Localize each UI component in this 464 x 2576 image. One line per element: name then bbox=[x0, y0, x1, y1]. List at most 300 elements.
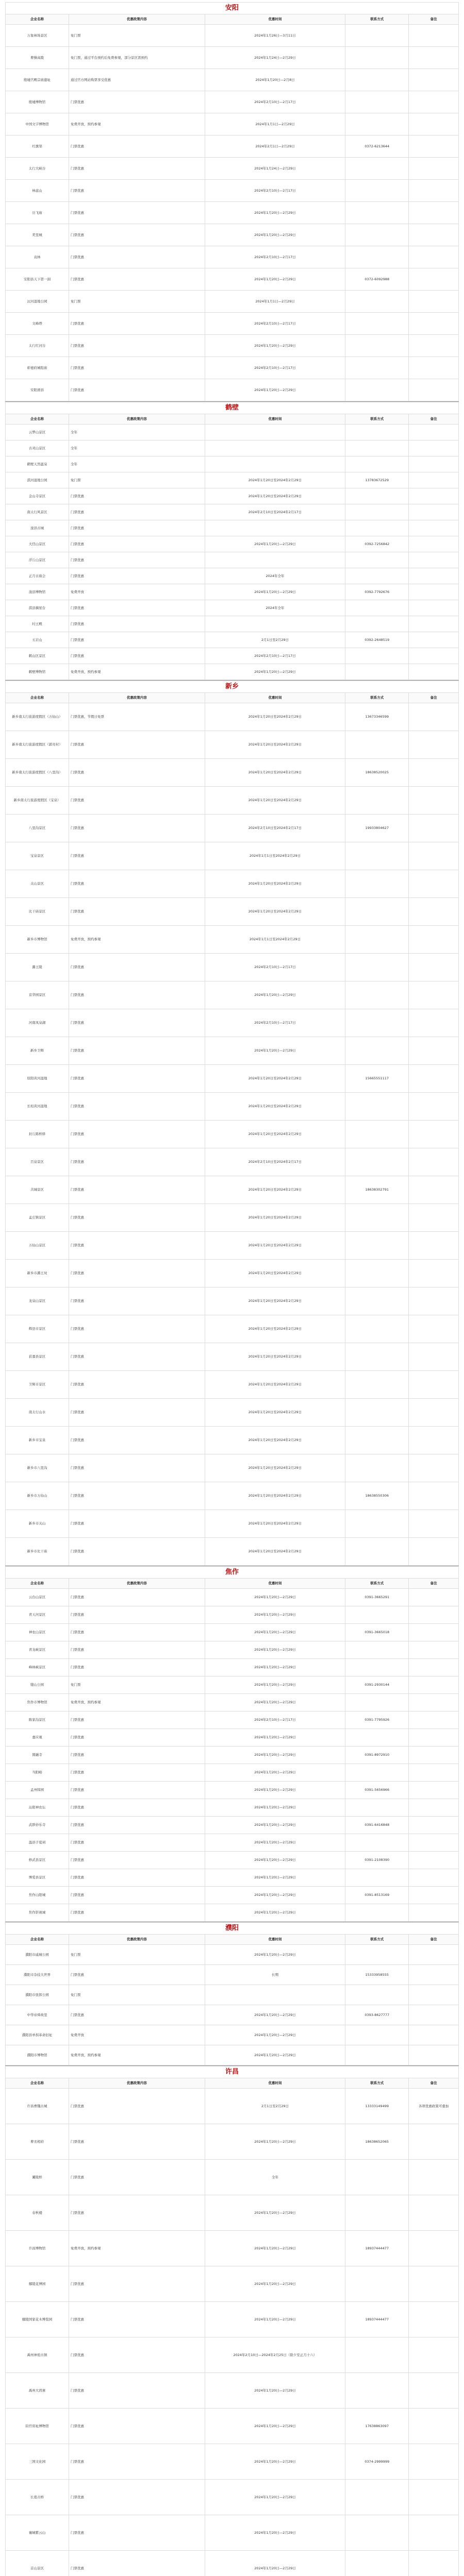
table-cell bbox=[409, 25, 459, 47]
table-cell: 门票优惠 bbox=[69, 335, 205, 357]
table-cell: 门票优惠 bbox=[69, 488, 205, 504]
table-cell bbox=[409, 2231, 459, 2266]
table-cell: 2024年1月20日—2月29日 bbox=[205, 2266, 345, 2302]
table-cell bbox=[345, 1694, 409, 1711]
table-cell: 2024年1月24日—2月29日 bbox=[205, 47, 345, 69]
table-cell: 新乡市关山 bbox=[6, 1510, 69, 1538]
table-cell bbox=[345, 1904, 409, 1922]
table-cell bbox=[409, 1121, 459, 1148]
table-cell: 免门票 bbox=[69, 1985, 205, 2005]
table-row bbox=[6, 1764, 459, 1782]
table-row bbox=[6, 1676, 459, 1694]
table-cell: 濮阳市张挥公园 bbox=[6, 1985, 69, 2005]
table-cell: 0391-6416848 bbox=[345, 1817, 409, 1834]
column-header: 企业名称 bbox=[6, 2078, 69, 2089]
column-header: 企业名称 bbox=[6, 14, 69, 25]
table-cell bbox=[345, 1260, 409, 1287]
table-cell bbox=[409, 2515, 459, 2551]
table-cell: 门票优惠，节假日免票 bbox=[69, 703, 205, 731]
table-cell bbox=[345, 1371, 409, 1399]
table-cell: 门票优惠 bbox=[69, 1343, 205, 1371]
table-cell bbox=[409, 379, 459, 401]
table-row bbox=[6, 1176, 459, 1204]
table-cell: 红旗渠 bbox=[6, 135, 69, 158]
table-cell bbox=[409, 47, 459, 69]
table-cell: 2024年1月20日—2月29日 bbox=[205, 1676, 345, 1694]
table-cell: 免费开放 bbox=[69, 584, 205, 600]
table-cell: 门票优惠 bbox=[69, 954, 205, 981]
column-header: 优惠政策内容 bbox=[69, 693, 205, 703]
table-cell: 新乡卫辉 bbox=[6, 1037, 69, 1065]
table-row bbox=[6, 246, 459, 268]
table-cell bbox=[409, 842, 459, 870]
table-cell: 缝山公园 bbox=[6, 1676, 69, 1694]
table-cell: 门票优惠 bbox=[69, 1315, 205, 1343]
table-row bbox=[6, 2551, 459, 2576]
table-cell: 正月古庙会 bbox=[6, 568, 69, 584]
table-cell: 濮阳市杂技大世界 bbox=[6, 1965, 69, 1985]
table-row bbox=[6, 1371, 459, 1399]
table-row bbox=[6, 632, 459, 648]
table-row bbox=[6, 1945, 459, 1965]
table-cell: 2024年1月20日—2月29日 bbox=[205, 379, 345, 401]
table-cell bbox=[409, 1904, 459, 1922]
table-cell: 门票优惠 bbox=[69, 2444, 205, 2480]
table-cell: 百泉景区 bbox=[6, 1148, 69, 1176]
table-cell bbox=[345, 1009, 409, 1037]
table-cell: 门票优惠 bbox=[69, 1093, 205, 1121]
table-cell: 万仙山景区 bbox=[6, 1232, 69, 1260]
table-cell bbox=[205, 552, 345, 568]
table-cell bbox=[345, 1232, 409, 1260]
table-row bbox=[6, 2480, 459, 2515]
table-cell bbox=[345, 842, 409, 870]
table-cell: 0392-7256842 bbox=[345, 536, 409, 552]
table-cell bbox=[409, 246, 459, 268]
table-cell bbox=[409, 648, 459, 664]
table-cell: 门票优惠 bbox=[69, 1799, 205, 1817]
table-cell: 门票优惠 bbox=[69, 2480, 205, 2515]
table-cell bbox=[409, 1887, 459, 1904]
table-cell: 彰德府城隍庙 bbox=[6, 357, 69, 379]
table-cell: 18638520025 bbox=[345, 759, 409, 787]
table-cell: 门票优惠 bbox=[69, 1065, 205, 1093]
table-row bbox=[6, 47, 459, 69]
table-cell bbox=[409, 1343, 459, 1371]
table-cell: 新乡市博物馆 bbox=[6, 926, 69, 954]
table-cell: 门票优惠 bbox=[69, 504, 205, 520]
table-cell: 门票优惠 bbox=[69, 158, 205, 180]
column-header: 联系方式 bbox=[345, 1579, 409, 1589]
table-cell bbox=[345, 456, 409, 472]
table-cell bbox=[409, 291, 459, 313]
table-cell: 曹丞相府 bbox=[6, 2124, 69, 2160]
table-cell: 2024年1月20日—2月29日 bbox=[205, 2480, 345, 2515]
table-cell: 免费开放 bbox=[69, 2025, 205, 2045]
table-cell bbox=[409, 1287, 459, 1315]
table-cell: 2024年1月20日—2月29日 bbox=[205, 1694, 345, 1711]
table-cell: 0391-8513169 bbox=[345, 1887, 409, 1904]
table-cell: 古灵山景区 bbox=[6, 440, 69, 456]
table-cell: 18638652065 bbox=[345, 2124, 409, 2160]
table-cell: 门票优惠 bbox=[69, 520, 205, 536]
table-cell: 门票优惠 bbox=[69, 1260, 205, 1287]
table-cell: 2024年1月20日—2月29日 bbox=[205, 536, 345, 552]
table-cell: 2024年1月20日—2月29日 bbox=[205, 2025, 345, 2045]
table-row bbox=[6, 1204, 459, 1232]
table-cell bbox=[409, 2444, 459, 2480]
table-cell: 0391-5656966 bbox=[345, 1782, 409, 1799]
table-cell bbox=[409, 313, 459, 335]
table-cell bbox=[345, 926, 409, 954]
table-cell bbox=[345, 2337, 409, 2373]
table-cell bbox=[345, 1945, 409, 1965]
table-cell: 云梦山景区 bbox=[6, 425, 69, 440]
table-cell: 0391-2930144 bbox=[345, 1676, 409, 1694]
table-cell: 0372-6092988 bbox=[345, 268, 409, 291]
table-cell bbox=[345, 91, 409, 113]
table-cell: 2024年1月20日—2月29日 bbox=[205, 2005, 345, 2025]
table-cell bbox=[409, 898, 459, 926]
table-row bbox=[6, 1624, 459, 1641]
table-cell: 2024年1月20日—2月29日 bbox=[205, 335, 345, 357]
table-row bbox=[6, 1482, 459, 1510]
table-cell bbox=[345, 1093, 409, 1121]
table-row bbox=[6, 313, 459, 335]
table-cell: 卫辉市景区 bbox=[6, 1371, 69, 1399]
table-cell bbox=[409, 1148, 459, 1176]
table-cell: 门票优惠 bbox=[69, 1782, 205, 1799]
table-cell: 南太行风景区 bbox=[6, 504, 69, 520]
table-cell: 2024年2月10日—2月17日 bbox=[205, 180, 345, 202]
table-cell: 2024年1月20日—2月29日 bbox=[205, 1782, 345, 1799]
table-cell bbox=[409, 1538, 459, 1566]
table-cell bbox=[409, 1176, 459, 1204]
table-cell: 门票优惠 bbox=[69, 1232, 205, 1260]
table-cell: 钧官窑址博物馆 bbox=[6, 2409, 69, 2444]
table-cell bbox=[409, 632, 459, 648]
table-cell: 2024年1月20日至2024年2月29日 bbox=[205, 759, 345, 787]
table-cell bbox=[409, 2124, 459, 2160]
table-cell: 17638863097 bbox=[345, 2409, 409, 2444]
table-cell: 焦作影视城 bbox=[6, 1904, 69, 1922]
table-cell bbox=[409, 2373, 459, 2409]
column-header: 联系方式 bbox=[345, 414, 409, 425]
table-cell: 陈家沟景区 bbox=[6, 1711, 69, 1729]
table-row bbox=[6, 664, 459, 680]
table-cell bbox=[409, 2302, 459, 2337]
table-cell: 门票优惠 bbox=[69, 1904, 205, 1922]
table-cell: 13333149499 bbox=[345, 2089, 409, 2124]
table-cell: 中华帝舜故里 bbox=[6, 2005, 69, 2025]
table-cell bbox=[409, 456, 459, 472]
table-cell: 门票优惠 bbox=[69, 202, 205, 224]
table-cell: 门票优惠 bbox=[69, 2337, 205, 2373]
table-row bbox=[6, 357, 459, 379]
table-cell: 2024年1月20日至2024年2月29日 bbox=[205, 1260, 345, 1287]
table-cell bbox=[345, 2045, 409, 2065]
table-cell bbox=[409, 180, 459, 202]
table-cell: 免门票 bbox=[69, 1945, 205, 1965]
table-cell: 南太行山水 bbox=[6, 1399, 69, 1427]
table-row bbox=[6, 2124, 459, 2160]
table-row bbox=[6, 870, 459, 898]
table-cell: 全年 bbox=[69, 440, 205, 456]
table-cell bbox=[345, 25, 409, 47]
table-cell: 首山景区 bbox=[6, 2551, 69, 2576]
table-cell: 门票优惠 bbox=[69, 1729, 205, 1747]
table-cell: 门票优惠 bbox=[69, 1176, 205, 1204]
table-cell bbox=[409, 1371, 459, 1399]
table-cell: 2024年1月20日至2024年2月29日 bbox=[205, 1121, 345, 1148]
table-cell: 门票优惠 bbox=[69, 2302, 205, 2337]
table-cell: 潞王陵 bbox=[6, 954, 69, 981]
table-cell bbox=[409, 1676, 459, 1694]
table-cell: 沁阳神农坛 bbox=[6, 1799, 69, 1817]
policy-table bbox=[5, 2078, 459, 2576]
table-cell: 2024年1月20日—2月29日 bbox=[205, 2551, 345, 2576]
table-cell: 比干庙景区 bbox=[6, 898, 69, 926]
table-cell: 共城景区 bbox=[6, 1176, 69, 1204]
table-cell: 宝泉景区 bbox=[6, 842, 69, 870]
table-cell: 安阳滑县 bbox=[6, 379, 69, 401]
table-row bbox=[6, 456, 459, 472]
table-cell: 云台山景区 bbox=[6, 1589, 69, 1606]
table-cell: 2024年1月20日至2024年2月29日 bbox=[205, 1315, 345, 1343]
table-cell: 全年 bbox=[69, 456, 205, 472]
table-cell: 2024年1月1日—2月29日 bbox=[205, 291, 345, 313]
table-cell bbox=[409, 113, 459, 135]
table-cell: 濮阳市博物馆 bbox=[6, 2045, 69, 2065]
table-cell: 新乡南太行旅游度假区（宝泉） bbox=[6, 787, 69, 815]
table-cell: 2024年1月20日—2月29日 bbox=[205, 1817, 345, 1834]
table-row bbox=[6, 158, 459, 180]
table-cell: 2024年2月10日至2024年2月17日 bbox=[205, 504, 345, 520]
table-cell: 2024年1月20日至2024年2月29日 bbox=[205, 731, 345, 759]
table-cell: 青天河景区 bbox=[6, 1606, 69, 1624]
table-cell bbox=[409, 135, 459, 158]
table-cell bbox=[345, 648, 409, 664]
table-row bbox=[6, 926, 459, 954]
table-cell: 博爱县景区 bbox=[6, 1869, 69, 1887]
table-row bbox=[6, 1287, 459, 1315]
table-cell: 2024年2月10日—2月17日 bbox=[205, 1009, 345, 1037]
table-cell bbox=[345, 504, 409, 520]
city-title: 濮阳 bbox=[5, 1922, 459, 1934]
table-cell bbox=[345, 202, 409, 224]
table-row bbox=[6, 113, 459, 135]
table-row bbox=[6, 648, 459, 664]
table-cell: 全年 bbox=[69, 425, 205, 440]
table-row bbox=[6, 1037, 459, 1065]
table-row bbox=[6, 25, 459, 47]
table-cell: 19933804627 bbox=[345, 815, 409, 842]
table-cell bbox=[409, 1985, 459, 2005]
table-row bbox=[6, 1315, 459, 1343]
table-cell: 新乡南太行旅游度假区（郭亮村） bbox=[6, 731, 69, 759]
table-cell: 2024年1月20日—2月29日 bbox=[205, 1589, 345, 1606]
table-cell: 焦作市博物馆 bbox=[6, 1694, 69, 1711]
table-cell bbox=[205, 456, 345, 472]
table-cell: 13783672529 bbox=[345, 472, 409, 488]
table-row bbox=[6, 2337, 459, 2373]
table-cell bbox=[409, 472, 459, 488]
column-header: 优惠政策内容 bbox=[69, 2078, 205, 2089]
table-row bbox=[6, 488, 459, 504]
table-row bbox=[6, 379, 459, 401]
table-cell: 2024年1月20日—2月29日 bbox=[205, 664, 345, 680]
table-cell: 门票优惠 bbox=[69, 2409, 205, 2444]
table-cell: 2024年1月20日—2月29日 bbox=[205, 2124, 345, 2160]
table-cell: 洹河湿地公园 bbox=[6, 291, 69, 313]
table-cell bbox=[345, 1834, 409, 1852]
table-cell bbox=[345, 1148, 409, 1176]
table-cell bbox=[345, 180, 409, 202]
table-cell bbox=[409, 2160, 459, 2195]
table-cell: 门票优惠 bbox=[69, 731, 205, 759]
table-cell bbox=[409, 2025, 459, 2045]
table-row bbox=[6, 1729, 459, 1747]
table-row bbox=[6, 759, 459, 787]
table-cell bbox=[345, 1343, 409, 1371]
table-cell: 免门票 bbox=[69, 472, 205, 488]
table-cell: 浚县博物馆 bbox=[6, 584, 69, 600]
table-cell: 2024年1月20日—2月29日 bbox=[205, 1606, 345, 1624]
column-header: 企业名称 bbox=[6, 1579, 69, 1589]
table-cell: 0391-8972910 bbox=[345, 1747, 409, 1764]
policy-table bbox=[5, 692, 459, 1566]
table-cell: 15333958555 bbox=[345, 1965, 409, 1985]
table-row bbox=[6, 552, 459, 568]
table-cell: 门票优惠 bbox=[69, 2160, 205, 2195]
table-cell: 门票优惠 bbox=[69, 1510, 205, 1538]
table-row bbox=[6, 1454, 459, 1482]
table-cell: 八里沟景区 bbox=[6, 815, 69, 842]
table-cell: 林虑山 bbox=[6, 180, 69, 202]
table-row bbox=[6, 1538, 459, 1566]
table-cell bbox=[409, 2409, 459, 2444]
table-row bbox=[6, 2515, 459, 2551]
table-cell: 通过官方网站购票享受优惠 bbox=[69, 69, 205, 91]
table-cell bbox=[409, 504, 459, 520]
table-cell: 免费开放，预约参观 bbox=[69, 2045, 205, 2065]
table-cell: 门票优惠 bbox=[69, 2124, 205, 2160]
table-row bbox=[6, 224, 459, 246]
table-row bbox=[6, 568, 459, 584]
table-cell: 鹤山区景区 bbox=[6, 648, 69, 664]
table-row bbox=[6, 1985, 459, 2005]
table-cell bbox=[409, 1482, 459, 1510]
table-cell bbox=[409, 731, 459, 759]
table-cell bbox=[409, 2195, 459, 2231]
table-row bbox=[6, 1641, 459, 1659]
table-row bbox=[6, 1606, 459, 1624]
table-cell: 门票优惠 bbox=[69, 379, 205, 401]
table-cell bbox=[345, 664, 409, 680]
table-cell: 2024年1月20日—2月29日 bbox=[205, 1764, 345, 1782]
table-cell: 15665551117 bbox=[345, 1065, 409, 1093]
table-cell bbox=[409, 1729, 459, 1747]
column-header: 企业名称 bbox=[6, 414, 69, 425]
table-cell bbox=[345, 870, 409, 898]
table-cell bbox=[409, 1204, 459, 1232]
table-cell: 孟庄镇景区 bbox=[6, 1204, 69, 1232]
table-cell: 鄢陵国家花木博览园 bbox=[6, 2302, 69, 2337]
table-row bbox=[6, 1887, 459, 1904]
table-cell bbox=[345, 1427, 409, 1454]
table-cell: 2024年1月20日—2月29日 bbox=[205, 2231, 345, 2266]
table-cell: 鄢陵花博园 bbox=[6, 2266, 69, 2302]
table-cell bbox=[409, 552, 459, 568]
table-cell: 门票优惠 bbox=[69, 870, 205, 898]
document bbox=[5, 0, 459, 2576]
table-cell bbox=[409, 1093, 459, 1121]
table-row bbox=[6, 291, 459, 313]
table-row bbox=[6, 1260, 459, 1287]
table-cell: 许昌曹魏古城 bbox=[6, 2089, 69, 2124]
table-cell: 门票优惠 bbox=[69, 1204, 205, 1232]
table-cell: 濮阳县单拐革命旧址 bbox=[6, 2025, 69, 2045]
table-cell: 18638550306 bbox=[345, 1482, 409, 1510]
table-cell bbox=[409, 600, 459, 616]
table-row bbox=[6, 2160, 459, 2195]
table-cell bbox=[409, 1965, 459, 1985]
table-cell bbox=[409, 568, 459, 584]
table-cell: 2024年1月20日—2月29日 bbox=[205, 2045, 345, 2065]
table-cell: 焦作山阳城 bbox=[6, 1887, 69, 1904]
table-cell bbox=[345, 2266, 409, 2302]
table-cell bbox=[345, 113, 409, 135]
table-cell: 2024年2月10日—2月17日 bbox=[205, 313, 345, 335]
table-cell: 0391-7795926 bbox=[345, 1711, 409, 1729]
table-cell: 2024年1月20日—2月29日 bbox=[205, 1945, 345, 1965]
table-cell: 门票优惠 bbox=[69, 1747, 205, 1764]
table-cell bbox=[409, 2005, 459, 2025]
table-cell bbox=[409, 536, 459, 552]
table-cell bbox=[409, 1624, 459, 1641]
table-cell bbox=[345, 1315, 409, 1343]
table-cell: 2024年2月10日—2月17日 bbox=[205, 648, 345, 664]
column-header: 优惠政策内容 bbox=[69, 1935, 205, 1945]
table-cell: 2月1日至2月29日 bbox=[205, 2089, 345, 2124]
table-cell: 门票优惠 bbox=[69, 1641, 205, 1659]
table-cell bbox=[345, 2373, 409, 2409]
table-row bbox=[6, 815, 459, 842]
city-title: 鹤壁 bbox=[5, 402, 459, 414]
table-cell: 0391-3665018 bbox=[345, 1624, 409, 1641]
table-cell bbox=[345, 1764, 409, 1782]
table-cell bbox=[409, 488, 459, 504]
table-cell: 淇河湿地公园 bbox=[6, 472, 69, 488]
table-cell: 金山寺景区 bbox=[6, 488, 69, 504]
table-cell: 温县子夏祠 bbox=[6, 1834, 69, 1852]
city-section bbox=[5, 1922, 459, 2066]
table-cell: 门票优惠 bbox=[69, 552, 205, 568]
table-row bbox=[6, 1782, 459, 1799]
table-row bbox=[6, 268, 459, 291]
table-cell bbox=[409, 1427, 459, 1454]
table-header-row bbox=[6, 414, 459, 425]
table-cell: 免门票 bbox=[69, 291, 205, 313]
table-cell: 2024年2月10日—2月17日 bbox=[205, 246, 345, 268]
table-cell: 濮阳市戚城公园 bbox=[6, 1945, 69, 1965]
table-cell: 2024年1月20日至2024年2月29日 bbox=[205, 1538, 345, 1566]
table-cell: 门票优惠 bbox=[69, 2089, 205, 2124]
table-cell: 0391-3665291 bbox=[345, 1589, 409, 1606]
table-row bbox=[6, 2005, 459, 2025]
table-row bbox=[6, 2045, 459, 2065]
table-cell: 门票优惠 bbox=[69, 268, 205, 291]
